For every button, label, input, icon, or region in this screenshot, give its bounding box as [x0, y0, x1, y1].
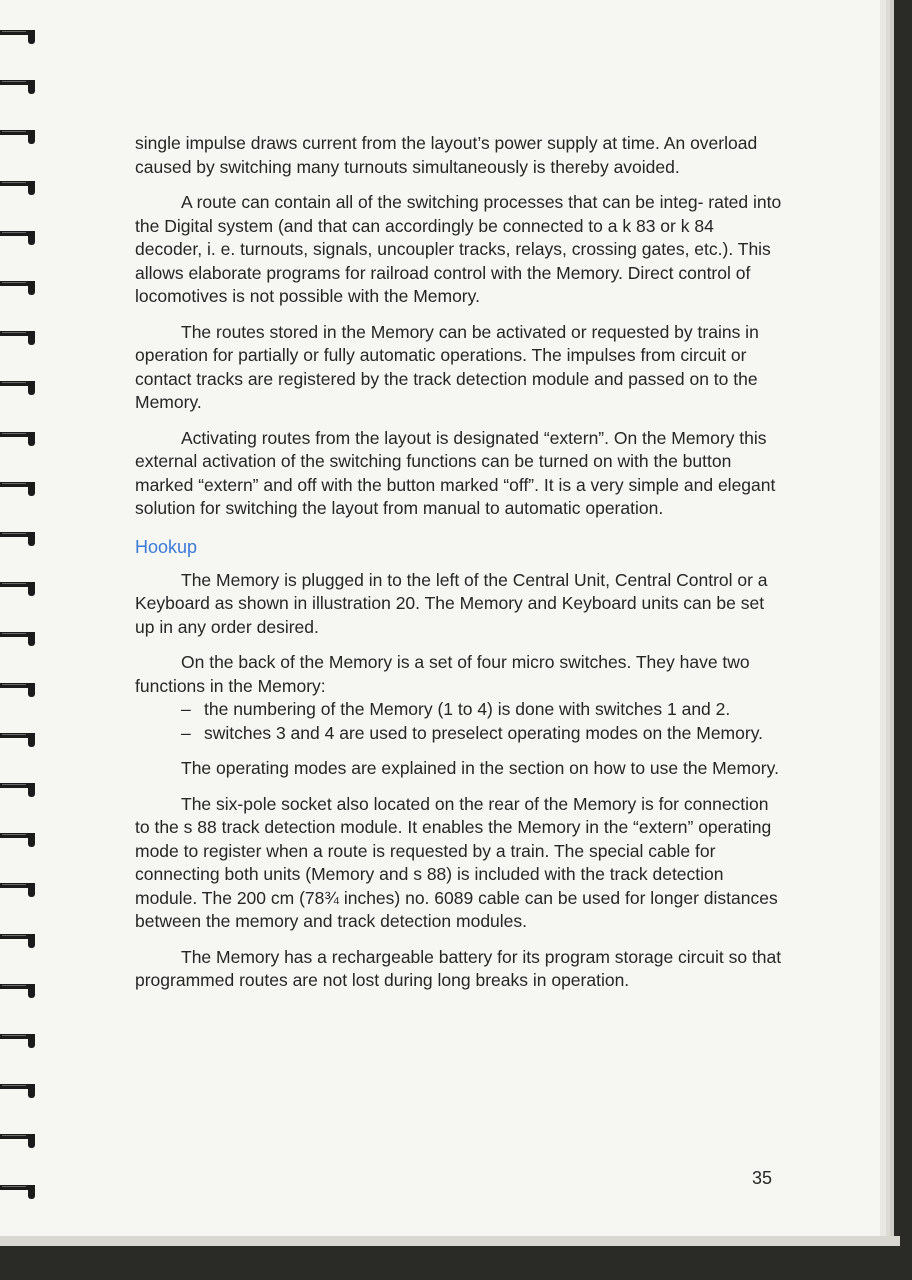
list-dash: – — [181, 699, 191, 719]
page-number: 35 — [752, 1168, 773, 1188]
binding-ring — [0, 329, 40, 343]
binding-ring — [0, 932, 40, 946]
binding-ring — [0, 681, 40, 695]
paragraph-battery: The Memory has a rechargeable battery for its program storage circuit so that programmed routes are not lost during long breaks in operation. — [135, 946, 782, 990]
binding-ring — [0, 831, 40, 845]
binding-ring — [0, 379, 40, 393]
binding-ring — [0, 279, 40, 293]
page-content — [135, 132, 785, 1005]
binding-ring — [0, 430, 40, 444]
page-stack-edge — [0, 1236, 900, 1246]
binding-ring — [0, 28, 40, 42]
paragraph-socket: The six-pole socket also located on the rear of the Memory is for connection to the s 88 track detection module. It enables the Memory in the “extern” operating mode to register when a route is requested by a train. The special cable for connecting both units (Memory and s 88) is included with the track detection module. The 200 cm (78¾ inches) no. 6089 cable can be used for longer distances between the memory and track detection modules. — [135, 793, 778, 931]
binding-ring — [0, 881, 40, 895]
binding-ring — [0, 78, 40, 92]
binding-ring — [0, 731, 40, 745]
list-item-text: switches 3 and 4 are used to preselect operating modes on the Memory. — [204, 722, 764, 743]
paragraph-operating-modes: The operating modes are explained in the section on how to use the Memory. — [181, 758, 779, 778]
binding-ring — [0, 630, 40, 644]
binding-ring — [0, 781, 40, 795]
switch-function-list — [135, 698, 785, 745]
paragraph-activation: The routes stored in the Memory can be activated or requested by trains in operation for partially or fully automatic operations. The impulses from circuit or contact tracks are registered by the track detection module and passed on to the Memory. — [135, 321, 759, 412]
list-item — [135, 698, 785, 722]
paragraph-intro: single impulse draws current from the layout’s power supply at time. An overload caused by switching many turnouts simultaneously is thereby avoided. — [135, 133, 758, 177]
binding-ring — [0, 1132, 40, 1146]
binding-ring — [0, 1082, 40, 1096]
binding-ring — [0, 179, 40, 193]
binding-ring — [0, 530, 40, 544]
binding-ring — [0, 128, 40, 142]
list-item — [135, 722, 785, 746]
section-heading-hookup: Hookup — [135, 536, 198, 557]
binding-ring — [0, 1183, 40, 1197]
paragraph-extern: Activating routes from the layout is designated “extern”. On the Memory this external activation of the switching functions can be turned on with the button marked “extern” and off with the button marked “off”. It is a very simple and elegant solution for switching the layout from manual to automatic operation. — [135, 427, 776, 518]
spiral-binding — [0, 0, 50, 1240]
list-item-text: the numbering of the Memory (1 to 4) is done with switches 1 and 2. — [204, 699, 731, 719]
paragraph-plugging: The Memory is plugged in to the left of the Central Unit, Central Control or a Keyboard as shown in illustration 20. The Memory and Keyboard units can be set up in any order desired. — [135, 569, 768, 637]
paragraph-routes: A route can contain all of the switching processes that can be integ- rated into the Digital system (and that can accordingly be connected to a k 83 or k 84 decoder, i. e. turnouts, signals, uncoupler tracks, relays, crossing gates, etc.). This allows elaborate programs for railroad control with the Memory. Direct control of locomotives is not possible with the Memory. — [135, 192, 782, 306]
paragraph-micro-switches: On the back of the Memory is a set of four micro switches. They have two functions in the Memory: — [135, 652, 750, 696]
binding-ring — [0, 580, 40, 594]
binding-ring — [0, 480, 40, 494]
binding-ring — [0, 1032, 40, 1046]
list-dash: – — [181, 722, 191, 743]
binding-ring — [0, 982, 40, 996]
binding-ring — [0, 229, 40, 243]
